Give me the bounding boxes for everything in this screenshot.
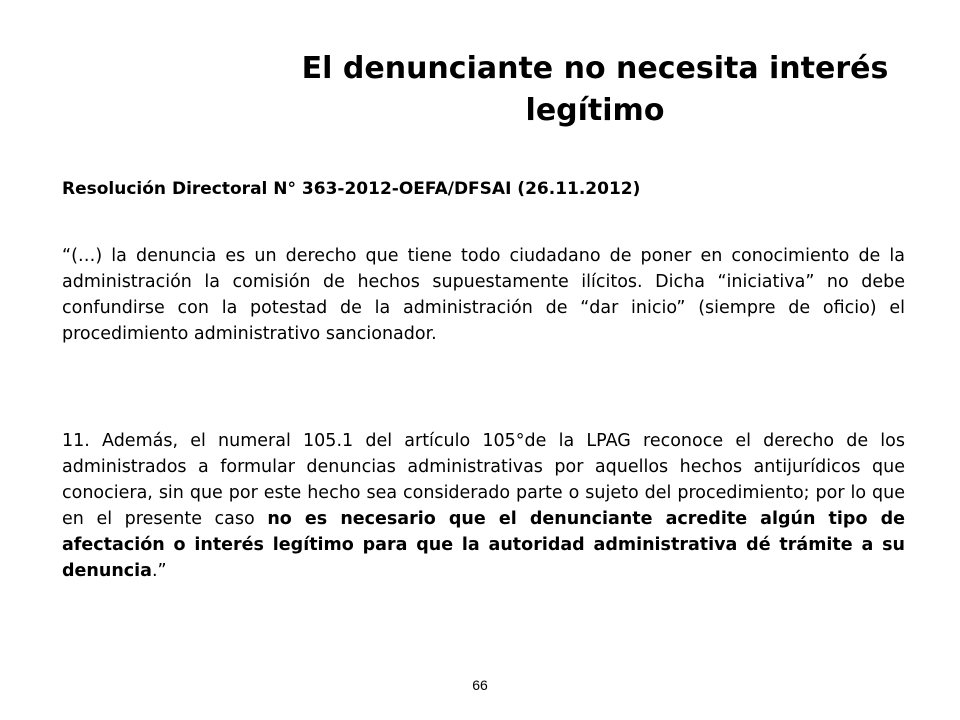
paragraph-11 [62, 428, 905, 584]
paragraph-11-plain-text: 11. Además, el numeral 105.1 del artículo 105°de la LPAG reconoce el derecho de los administrados a formular denuncias administrativas por aquellos hechos antijurídicos que conociera, sin que por este hecho sea considerado parte o sujeto del procedimiento; por lo que en el presente caso [62, 431, 905, 529]
page-number: 66 [472, 677, 488, 693]
resolution-reference: Resolución Directoral N° 363-2012-OEFA/DFSAI (26.11.2012) [62, 179, 641, 199]
paragraph-11-ending: .” [151, 561, 167, 581]
quote-paragraph: “(…) la denuncia es un derecho que tiene todo ciudadano de poner en conocimiento de la administración la comisión de hechos supuestamente ilícitos. Dicha “iniciativa” no debe confundirse con la potestad de la administración de “dar inicio” (siempre de oficio) el procedimiento administrativo sancionador. [62, 246, 905, 344]
slide-title: El denunciante no necesita interés legítimo [301, 51, 889, 128]
paragraph-11-emphasis: no es necesario que el denunciante acredite algún tipo de afectación o interés legítimo para que la autoridad administrativa dé trámite a su denuncia [62, 509, 905, 581]
